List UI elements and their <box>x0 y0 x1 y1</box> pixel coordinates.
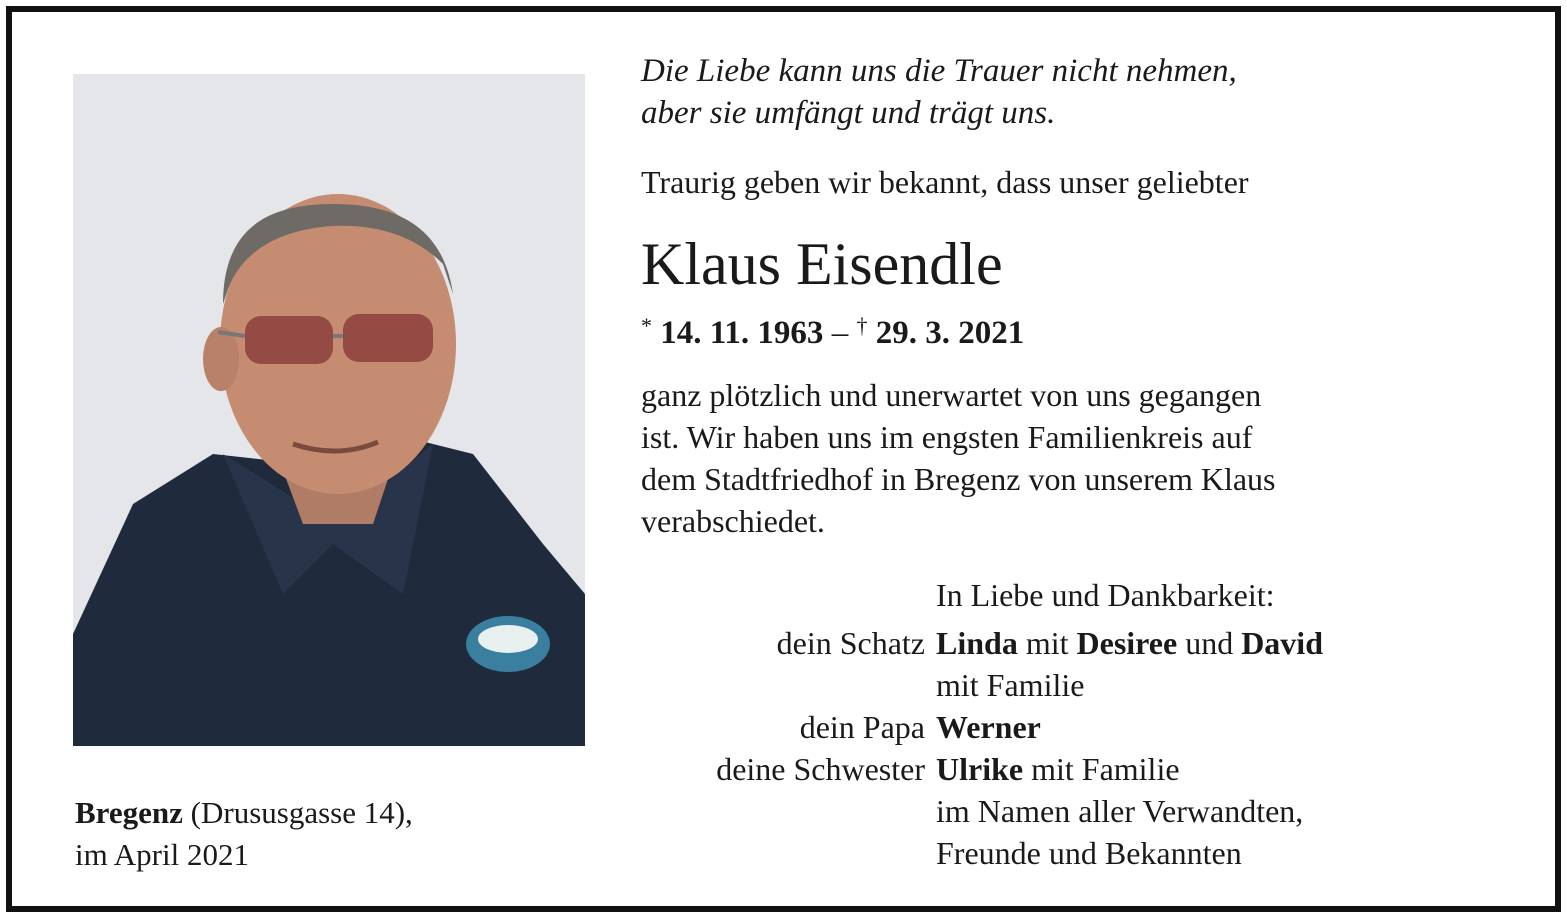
body-line: verabschiedet. <box>641 503 825 539</box>
signer-names <box>936 706 1520 748</box>
signers <box>620 622 1520 874</box>
death-mark: † <box>856 313 868 338</box>
relation: deine Schwester <box>716 751 925 787</box>
body-line: ganz plötzlich und unerwartet von uns gegangen <box>641 377 1262 413</box>
signer-names <box>936 748 1520 790</box>
relation <box>620 832 936 874</box>
birth-mark: * <box>641 313 652 338</box>
signer-row <box>620 790 1520 832</box>
announcement-body <box>641 374 1496 542</box>
body-line: dem Stadtfriedhof in Bregenz von unserem Klaus <box>641 461 1276 497</box>
body-line: ist. Wir haben uns im engsten Familienkreis auf <box>641 419 1253 455</box>
signer-names: Freunde und Bekannten <box>936 835 1242 871</box>
relation: dein Papa <box>799 709 925 745</box>
place-city: Bregenz <box>75 795 183 830</box>
birth-date: 14. 11. 1963 <box>660 315 824 351</box>
connector: und <box>1177 625 1242 661</box>
signer-name: Linda <box>936 625 1018 661</box>
relation <box>620 664 936 706</box>
date-separator: – <box>831 315 849 351</box>
place-address: (Drususgasse 14), <box>182 795 413 830</box>
signer-name: David <box>1241 625 1323 661</box>
signer-row <box>620 622 1520 664</box>
connector: mit Familie <box>1023 751 1180 787</box>
signer-row <box>620 748 1520 790</box>
place-date <box>75 792 413 876</box>
deceased-name: Klaus Eisendle <box>641 231 1003 297</box>
signer-name: Desiree <box>1076 625 1178 661</box>
signer-names: im Namen aller Verwandten, <box>936 793 1304 829</box>
signer-name: Ulrike <box>936 751 1024 787</box>
signer-row <box>620 664 1520 706</box>
connector: mit <box>1017 625 1077 661</box>
portrait-photo <box>73 74 585 746</box>
motto <box>641 50 1237 134</box>
intro-text: Traurig geben wir bekannt, dass unser geliebter <box>641 164 1249 200</box>
motto-line: aber sie umfängt und trägt uns. <box>641 95 1056 131</box>
death-date: 29. 3. 2021 <box>875 315 1025 351</box>
signer-row <box>620 832 1520 874</box>
thanks-line: In Liebe und Dankbarkeit: <box>936 577 1275 613</box>
place-month: im April 2021 <box>75 837 249 872</box>
relation: dein Schatz <box>776 625 925 661</box>
signer-names: mit Familie <box>936 667 1085 703</box>
signer-name: Werner <box>936 709 1041 745</box>
relation <box>620 790 936 832</box>
signer-row <box>620 706 1520 748</box>
signer-names <box>936 622 1520 664</box>
life-dates <box>641 304 1024 355</box>
motto-line: Die Liebe kann uns die Trauer nicht nehmen, <box>641 53 1237 89</box>
